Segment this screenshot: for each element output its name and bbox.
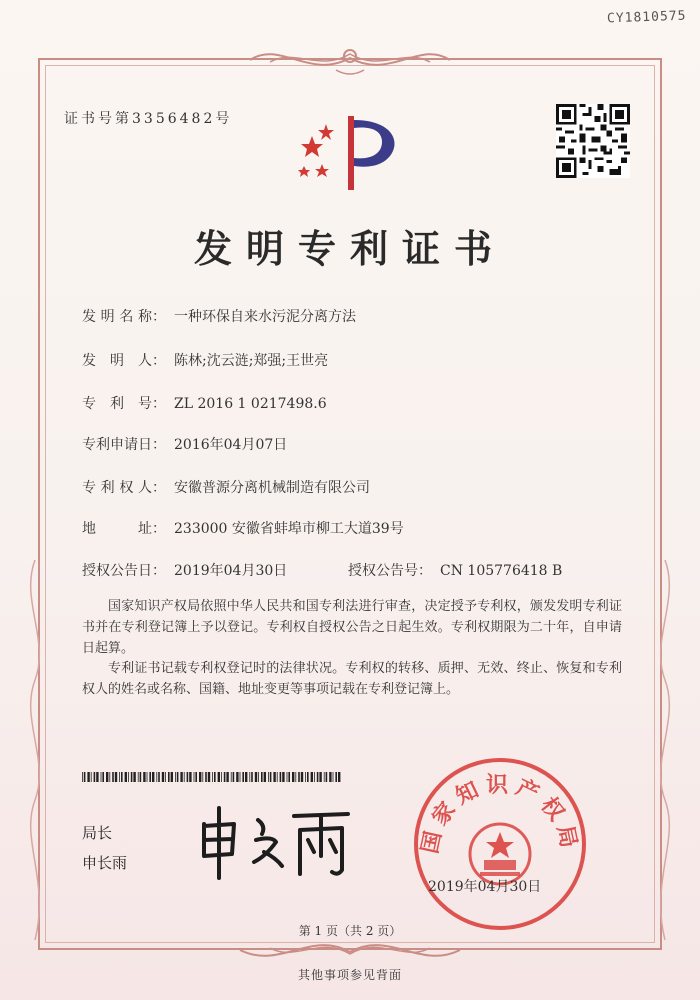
field-address — [82, 518, 404, 538]
signatory-title: 局长 — [82, 824, 113, 842]
qr-code-icon — [556, 104, 630, 178]
invention-name-label: 发 明 名 称： — [82, 309, 166, 325]
grant-no-value: CN 105776418 B — [440, 563, 563, 579]
top-ornament-icon — [240, 40, 460, 80]
signature-icon — [192, 796, 362, 886]
handwritten-note: CY1810575 — [606, 8, 687, 27]
signatory-name: 申长雨 — [82, 854, 128, 872]
certificate-number: 证书号第3356482号 — [64, 111, 233, 127]
left-ornament-icon — [20, 560, 50, 940]
seal-text: 国家知识产权局 — [417, 773, 583, 856]
statement-paragraph-1: 国家知识产权局依照中华人民共和国专利法进行审查，决定授予专利权，颁发发明专利证书并在专利登记簿上予以登记。专利权自授权公告之日起生效。专利权期限为二十年，自申请日起算。 — [82, 599, 622, 656]
grant-date-label: 授权公告日： — [82, 563, 166, 579]
barcode-icon — [82, 772, 342, 782]
official-seal-icon — [410, 754, 590, 934]
field-filing-date — [82, 434, 287, 454]
field-inventor — [82, 350, 328, 370]
inventor-label: 发 明 人： — [82, 353, 166, 369]
invention-name-value: 一种环保自来水污泥分离方法 — [174, 309, 356, 325]
cnipa-logo-icon — [290, 106, 410, 196]
patent-no-label: 专 利 号： — [82, 396, 166, 412]
patent-no-value: ZL 2016 1 0217498.6 — [174, 396, 327, 412]
patentee-label: 专 利 权 人： — [82, 480, 166, 496]
field-patent-no — [82, 393, 327, 413]
statement-paragraph-2: 专利证书记载专利权登记时的法律状况。专利权的转移、质押、无效、终止、恢复和专利权人的姓名或名称、国籍、地址变更等事项记载在专利登记簿上。 — [82, 661, 622, 697]
grant-no-label: 授权公告号： — [348, 563, 432, 579]
field-patentee — [82, 477, 370, 497]
footer-note: 其他事项参见背面 — [297, 968, 402, 982]
patentee-value: 安徽普源分离机械制造有限公司 — [174, 480, 370, 496]
field-grant-date — [82, 560, 287, 580]
field-grant-no — [348, 560, 562, 580]
seal-date: 2019年04月30日 — [428, 879, 542, 895]
right-ornament-icon — [650, 560, 680, 940]
grant-date-value: 2019年04月30日 — [174, 563, 288, 579]
certificate-title: 发明专利证书 — [193, 226, 506, 271]
page-number: 第 1 页（共 2 页） — [298, 924, 402, 938]
field-invention-name — [82, 306, 356, 326]
filing-date-value: 2016年04月07日 — [174, 437, 288, 453]
inventor-value: 陈林;沈云涟;郑强;王世亮 — [174, 353, 329, 369]
filing-date-label: 专利申请日： — [82, 437, 166, 453]
address-value: 233000 安徽省蚌埠市柳工大道39号 — [174, 521, 404, 537]
address-label: 地 址： — [82, 521, 166, 537]
